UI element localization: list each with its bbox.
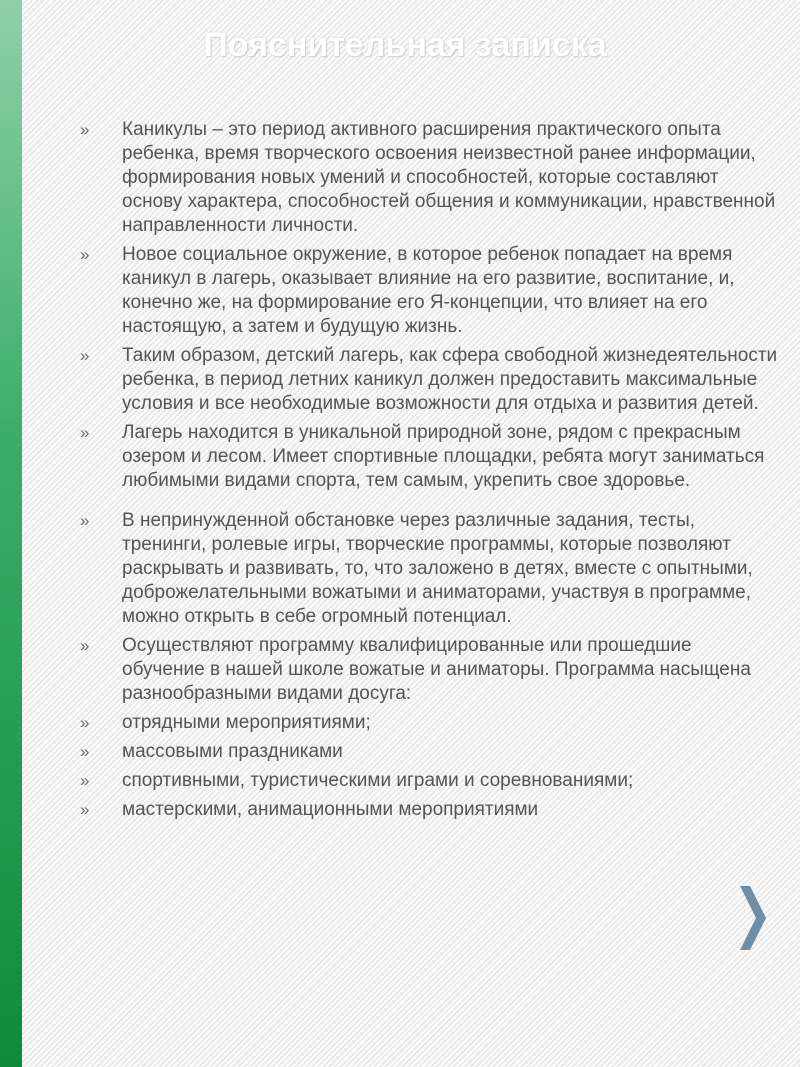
- bullet-marker: »: [80, 511, 90, 530]
- list-item-text: Новое социальное окружение, в которое ребенок попадает на время каникул в лагерь, оказывает влияние на его развитие, воспитание, и, конечно же, на формирование его Я-концепции, что влияет на его настоящую, а затем и будущую жизнь.: [122, 244, 735, 337]
- chevron-right-shape: [740, 886, 766, 950]
- list-item-text: отрядными мероприятиями;: [122, 712, 371, 733]
- list-item-text: Лагерь находится в уникальной природной зоне, рядом с прекрасным озером и лесом. Имеет спортивные площадки, ребята могут заниматься любимыми видами спорта, тем самым, укрепить свое здоровье.: [122, 422, 765, 491]
- list-item-text: Каникулы – это период активного расширения практического опыта ребенка, время творческого освоения неизвестной ранее информации, формирования новых умений и способностей, которые составляют основу характера, способностей общения и коммуникации, нравственной направленности личности.: [122, 119, 776, 236]
- list-item: [78, 740, 778, 764]
- list-item: [78, 243, 778, 339]
- list-item: [78, 798, 778, 822]
- list-item-text: массовыми праздниками: [122, 741, 343, 762]
- bullet-marker: »: [80, 713, 90, 732]
- list-item-text: В непринужденной обстановке через различные задания, тесты, тренинги, ролевые игры, творческие программы, которые позволяют раскрывать и развивать, то, что заложено в детях, вместе с опытными, доброжелательными вожатыми и аниматорами, участвуя в программе, можно открыть в себе огромный потенциал.: [122, 510, 753, 627]
- list-item-text: Осуществляют программу квалифицированные или прошедшие обучение в нашей школе вожатые и аниматоры. Программа насыщена разнообразными видами досуга:: [122, 635, 751, 704]
- list-item: [78, 634, 778, 706]
- accent-bar: [0, 0, 22, 1067]
- list-item: [78, 711, 778, 735]
- list-item-text: мастерскими, анимационными мероприятиями: [122, 799, 539, 820]
- bullet-marker: »: [80, 800, 90, 819]
- list-item: [78, 769, 778, 793]
- bullet-marker: »: [80, 742, 90, 761]
- list-item: [78, 509, 778, 629]
- bullet-marker: »: [80, 636, 90, 655]
- bullet-marker: »: [80, 120, 90, 139]
- bullet-marker: »: [80, 245, 90, 264]
- bullet-marker: »: [80, 423, 90, 442]
- slide-title: Пояснительная записка: [203, 26, 607, 64]
- list-item-text: Таким образом, детский лагерь, как сфера свободной жизнедеятельности ребенка, в период летних каникул должен предоставить максимальные условия и все необходимые возможности для отдыха и развития детей.: [122, 345, 778, 414]
- chevron-right-icon[interactable]: [734, 882, 770, 954]
- bullet-list: [78, 118, 778, 822]
- list-item-text: спортивными, туристическими играми и соревнованиями;: [122, 770, 634, 791]
- list-item: [78, 118, 778, 238]
- bullet-marker: »: [80, 346, 90, 365]
- bullet-marker: »: [80, 771, 90, 790]
- list-item: [78, 421, 778, 493]
- list-item: [78, 344, 778, 416]
